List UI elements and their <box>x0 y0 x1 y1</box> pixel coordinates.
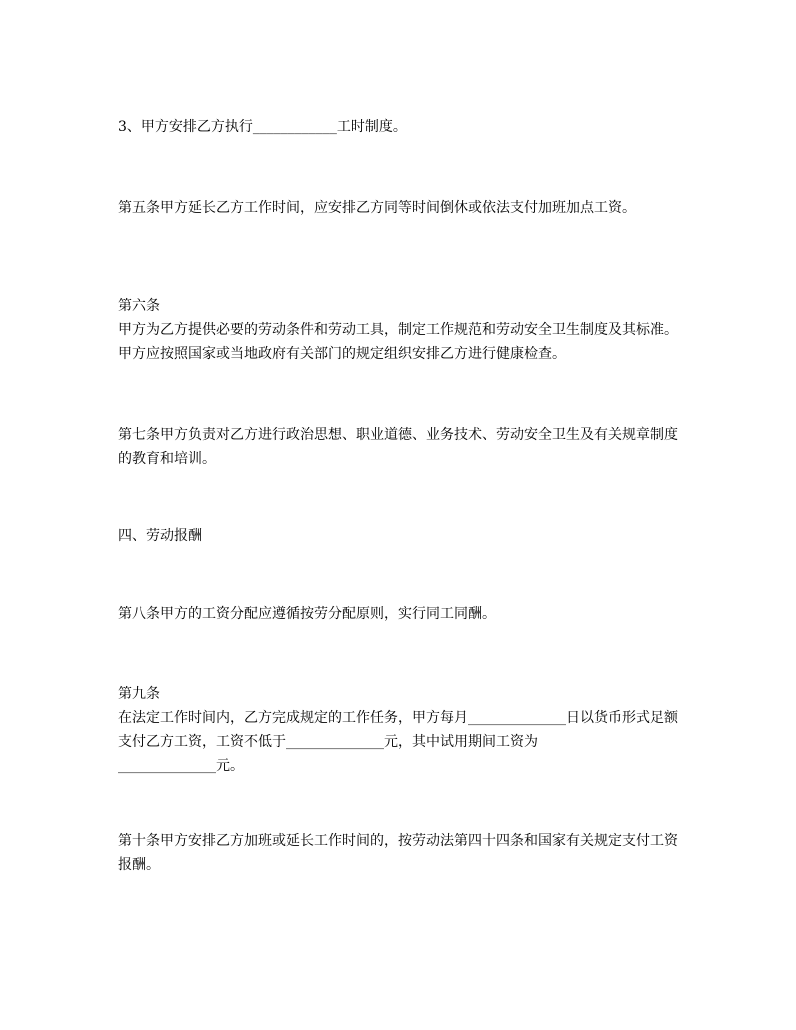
item-3-blank: ____________ <box>252 119 337 135</box>
minimum-wage-blank: ______________ <box>286 734 384 750</box>
item-3-text-before: 3、甲方安排乙方执行 <box>118 119 253 135</box>
article-6-body: 甲方为乙方提供必要的劳动条件和劳动工具，制定工作规范和劳动安全卫生制度及其标准。甲方应按照国家或当地政府有关部门的规定组织安排乙方进行健康检查。 <box>118 322 678 362</box>
article-9-text-4: 元。 <box>216 758 244 774</box>
article-7: 第七条甲方负责对乙方进行政治思想、职业道德、业务技术、劳动安全卫生及有关规章制度的教育和培训。 <box>118 427 678 467</box>
article-9-text-2: 日以货币形式足额支付乙方工资，工资不低于 <box>118 710 678 750</box>
item-3-text-after: 工时制度。 <box>336 119 407 135</box>
article-9-heading: 第九条 <box>118 686 160 702</box>
probation-wage-blank: ______________ <box>118 758 216 774</box>
section-4-heading: 四、劳动报酬 <box>118 528 202 544</box>
item-3 <box>118 115 688 139</box>
article-6-heading: 第六条 <box>118 298 160 314</box>
article-8: 第八条甲方的工资分配应遵循按劳分配原则，实行同工同酬。 <box>118 606 496 622</box>
article-5: 第五条甲方延长乙方工作时间，应安排乙方同等时间倒休或依法支付加班加点工资。 <box>118 200 636 216</box>
article-9-body <box>118 706 688 778</box>
monthly-pay-day-blank: ______________ <box>468 710 566 726</box>
article-9-text-3: 元，其中试用期间工资为 <box>384 734 538 750</box>
article-10: 第十条甲方安排乙方加班或延长工作时间的，按劳动法第四十四条和国家有关规定支付工资报酬。 <box>118 833 678 873</box>
article-9-text-1: 在法定工作时间内，乙方完成规定的工作任务，甲方每月 <box>118 710 468 726</box>
